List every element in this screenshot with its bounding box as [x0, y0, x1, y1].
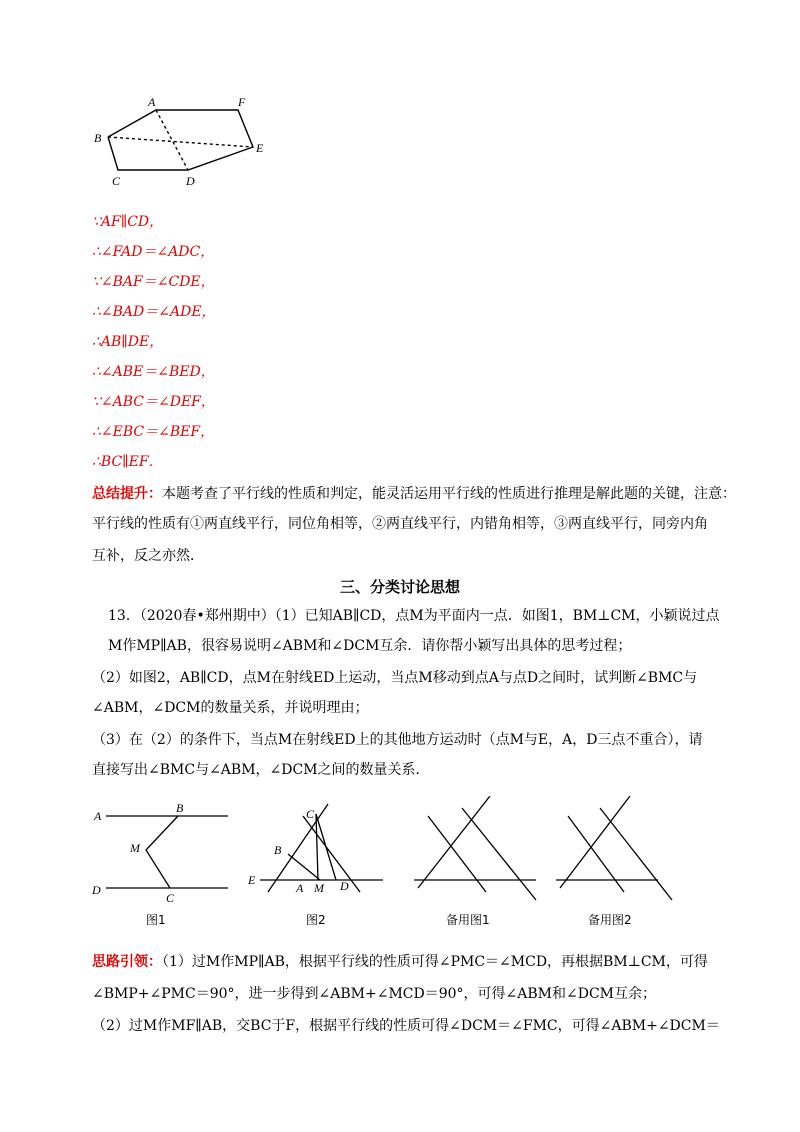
proof-line: ∵∠BAF＝∠CDE， — [92, 274, 215, 290]
label-a: A — [148, 95, 156, 109]
problem-line-3: （2）如图2，AB∥CD，点M在射线ED上运动，当点M移动到点A与点D之间时，试判断∠BMC与 — [92, 670, 698, 686]
hexagon-figure — [88, 92, 278, 192]
problem-line-4: ∠ABM，∠DCM的数量关系，并说明理由； — [92, 700, 369, 716]
problem-line-2: M作MP∥AB，很容易说明∠ABM和∠DCM互余．请你帮小颖写出具体的思考过程； — [108, 638, 632, 654]
summary-line-2: 平行线的性质有①两直线平行，同位角相等，②两直线平行，内错角相等，③两直线平行，同旁内角 — [92, 516, 708, 532]
label-c: C — [112, 174, 121, 188]
proof-line: ∴∠EBC＝∠BEF， — [92, 424, 215, 440]
figure-1 — [106, 816, 228, 888]
fig2-label-d: D — [340, 879, 349, 893]
hint-line-3: （2）过M作MF∥AB，交BC于F，根据平行线的性质可得∠DCM＝∠FMC，可得∠ABM+∠DCM＝ — [92, 1018, 720, 1034]
proof-line: ∴AB∥DE， — [92, 334, 164, 350]
fig1-label-m: M — [130, 841, 140, 855]
summary-label: 总结提升： — [92, 486, 162, 502]
hint-label: 思路引领： — [92, 954, 162, 970]
fig1-label-b: B — [176, 801, 184, 815]
problem-line-6: 直接写出∠BMC与∠ABM，∠DCM之间的数量关系． — [92, 762, 430, 778]
fig1-label-d: D — [92, 883, 101, 897]
problem-line-1: 13．（2020春•郑州期中）（1）已知AB∥CD，点M为平面内一点．如图1，BM⊥CM，小颖说过点 — [108, 608, 720, 624]
fig1-caption: 图1 — [146, 913, 166, 927]
backup2-caption: 备用图2 — [588, 913, 632, 927]
fig2-label-m: M — [314, 881, 324, 895]
proof-line: ∵AF∥CD， — [92, 214, 164, 230]
fig2-label-b: B — [274, 843, 282, 857]
section-heading: 三、分类讨论思想 — [339, 578, 460, 596]
backup-figure-2 — [556, 796, 672, 900]
proof-line: ∴∠FAD＝∠ADC， — [92, 244, 215, 260]
label-f: F — [238, 95, 246, 109]
fig1-label-c: C — [166, 891, 175, 905]
summary-line-3: 互补，反之亦然． — [92, 548, 204, 564]
proof-line: ∴∠BAD＝∠ADE， — [92, 304, 216, 320]
label-b: B — [94, 131, 102, 145]
fig2-label-c: C — [306, 807, 315, 821]
backup-figure-1 — [414, 796, 536, 900]
proof-line: ∴BC∥EF． — [92, 454, 163, 470]
hint-line-1: 思路引领：（1）过M作MP∥AB，根据平行线的性质可得∠PMC＝∠MCD，再根据BM⊥CM，可得 — [92, 954, 708, 970]
summary-line-1: 总结提升：本题考查了平行线的性质和判定，能灵活运用平行线的性质进行推理是解此题的关键，注意： — [92, 486, 736, 502]
hint-line-2: ∠BMP+∠PMC＝90°，进一步得到∠ABM+∠MCD＝90°，可得∠ABM和∠DCM互余； — [92, 986, 656, 1002]
backup1-caption: 备用图1 — [446, 913, 490, 927]
figures-row — [88, 796, 688, 936]
label-e: E — [256, 141, 264, 155]
proof-line: ∵∠ABC＝∠DEF， — [92, 394, 215, 410]
problem-line-5: （3）在（2）的条件下，当点M在射线ED上的其他地方运动时（点M与E，A，D三点不重合），请 — [92, 732, 703, 748]
fig1-label-a: A — [94, 809, 102, 823]
fig2-label-e: E — [248, 873, 256, 887]
fig2-label-a: A — [296, 881, 304, 895]
fig2-caption: 图2 — [306, 913, 326, 927]
label-d: D — [186, 174, 195, 188]
proof-line: ∴∠ABE＝∠BED， — [92, 364, 215, 380]
